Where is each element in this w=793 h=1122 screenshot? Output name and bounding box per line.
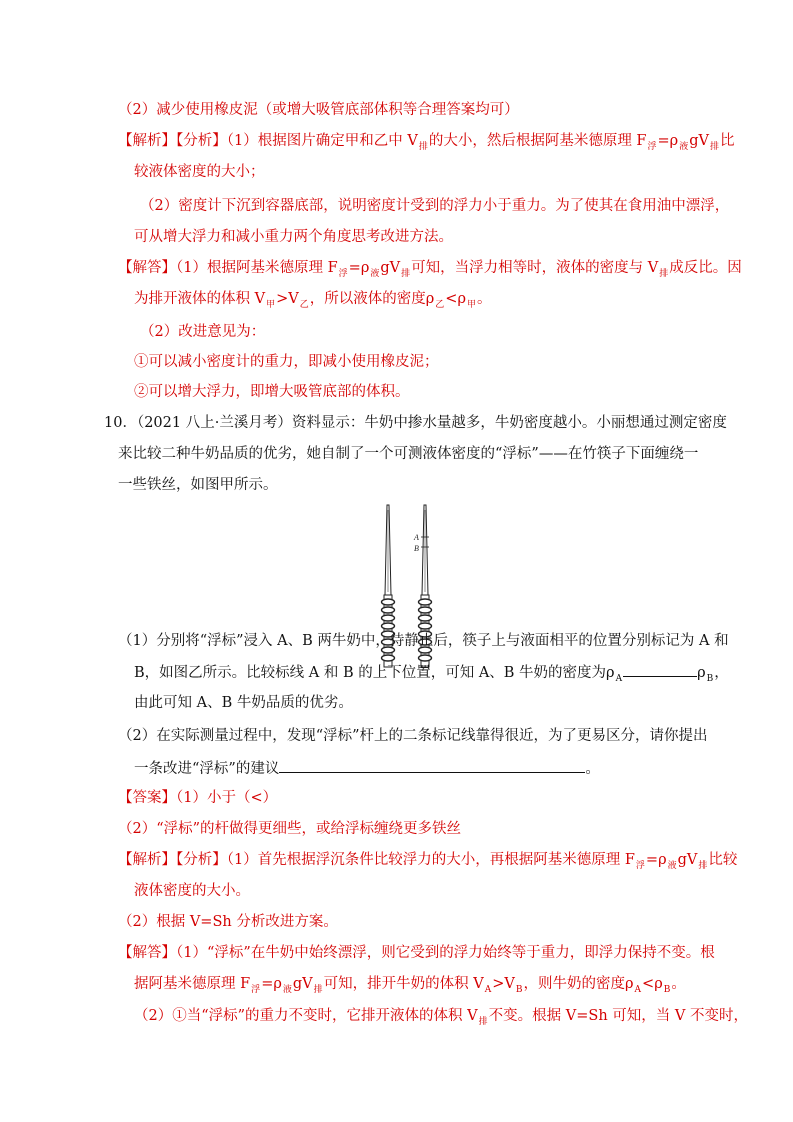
prev-analysis-line-3	[140, 196, 729, 216]
text: 较液体密度的大小；	[134, 164, 265, 180]
subscript: 液	[667, 861, 677, 871]
subscript: 甲	[466, 300, 476, 310]
answer-line-1	[118, 788, 277, 808]
prev-solve-line-2	[134, 289, 492, 311]
prev-option-2	[134, 382, 410, 402]
analysis-line-1	[118, 850, 737, 872]
text: =ρ	[348, 260, 370, 276]
solve-tag: 【解答】	[118, 945, 176, 961]
subscript: 浮	[251, 985, 261, 995]
prev-option-1	[134, 352, 439, 372]
text: >V	[276, 291, 299, 307]
q10-part2-line-2	[134, 758, 600, 779]
solve-line-2	[134, 974, 686, 996]
analysis-line-2	[134, 881, 250, 901]
analysis-line-3	[118, 912, 338, 932]
subscript: B	[706, 674, 714, 684]
text: （2）减少使用橡皮泥（或增大吸管底部体积等合理答案均可）	[118, 102, 519, 118]
text: （2）根据 V=Sh 分析改进方案。	[118, 914, 338, 930]
text: 。	[477, 291, 492, 307]
text: ，则牛奶的密度ρ	[523, 976, 634, 992]
text: 比	[720, 133, 735, 149]
text: B，如图乙所示。比较标线 A 和 B 的上下位置，可知 A、B 牛奶的密度为ρ	[134, 665, 615, 681]
subscript: 乙	[299, 300, 309, 310]
subscript: 排	[478, 1017, 488, 1027]
text: 由此可知 A、B 牛奶品质的优劣。	[134, 695, 353, 711]
prev-analysis-line-2	[134, 162, 265, 182]
q10-part2-line-1	[118, 726, 708, 746]
subscript: A	[484, 985, 492, 995]
prev-solve-line-1	[118, 258, 742, 280]
text: 液体密度的大小。	[134, 883, 250, 899]
prev-answer-line	[118, 100, 519, 120]
solve-tag: 【解答】	[118, 260, 176, 276]
q10-line-3	[118, 475, 278, 495]
subscript: 浮	[635, 861, 645, 871]
text: 的大小，然后根据阿基米德原理 F	[428, 133, 647, 149]
text: >V	[492, 976, 515, 992]
subscript: 浮	[647, 142, 657, 152]
q10-line-2	[118, 444, 698, 464]
subscript: 排	[313, 985, 323, 995]
text: （1）小于（<）	[176, 790, 278, 806]
q10-part1-line-2	[134, 662, 729, 685]
subscript: A	[634, 985, 642, 995]
text: 可知，排开牛奶的体积 V	[323, 976, 484, 992]
analysis-tag: 【解析】【分析】	[118, 133, 227, 149]
question-source: （2021 八上·兰溪月考）	[136, 415, 292, 431]
text: ①可以减小密度计的重力，即减小使用橡皮泥；	[134, 354, 439, 370]
subscript: 排	[659, 269, 669, 279]
text: ②可以增大浮力，即增大吸管底部的体积。	[134, 384, 410, 400]
text: （2）密度计下沉到容器底部，说明密度计受到的浮力小于重力。为了使其在食用油中漂浮，	[140, 198, 730, 214]
answer-tag: 【答案】	[118, 790, 176, 806]
text: 据阿基米德原理 F	[134, 976, 251, 992]
q10-part1-line-3	[134, 693, 353, 713]
text: gV	[380, 260, 401, 276]
prev-improve-line	[140, 322, 265, 342]
text: （1）分别将“浮标”浸入 A、B 两牛奶中，待静止后，筷子上与液面相平的位置分别标记为 A 和	[118, 633, 729, 649]
answer-line-2	[118, 819, 461, 839]
subscript: 排	[709, 142, 719, 152]
text: gV	[689, 133, 709, 149]
text: <ρ	[642, 976, 663, 992]
text: 成反比。因	[669, 260, 742, 276]
text: 。	[671, 976, 686, 992]
subscript: 乙	[435, 300, 445, 310]
q10-line-1	[104, 413, 727, 433]
text: （2）改进意见为：	[140, 324, 266, 340]
text: 资料显示：牛奶中掺水量越多，牛奶密度越小。小丽想通过测定密度	[291, 415, 727, 431]
text: 一条改进“浮标”的建议	[134, 761, 280, 777]
subscript: B	[663, 985, 671, 995]
analysis-tag: 【解析】【分析】	[118, 852, 227, 868]
text: （1）根据阿基米德原理 F	[176, 260, 338, 276]
text: 一些铁丝，如图甲所示。	[118, 477, 278, 493]
answer-blank-1[interactable]	[623, 662, 697, 677]
solve-line-3	[134, 1006, 748, 1028]
text: （1）首先根据浮沉条件比较浮力的大小，再根据阿基米德原理 F	[226, 852, 635, 868]
text: 可从增大浮力和减小重力两个角度思考改进方法。	[134, 229, 453, 245]
subscript: 排	[418, 142, 428, 152]
prev-analysis-line-1	[118, 131, 735, 153]
text: ，所以液体的密度ρ	[309, 291, 435, 307]
subscript: A	[615, 674, 623, 684]
prev-analysis-line-4	[134, 227, 453, 247]
figure-label-b: B	[414, 544, 419, 553]
subscript: 排	[698, 861, 708, 871]
text: 比较	[708, 852, 738, 868]
text: （2）在实际测量过程中，发现“浮标”杆上的二条标记线靠得很近，为了更易区分，请你提出	[118, 728, 708, 744]
text: 。	[585, 761, 600, 777]
text: gV	[292, 976, 313, 992]
text: （2）“浮标”的杆做得更细些，或给浮标缠绕更多铁丝	[118, 821, 462, 837]
subscript: B	[515, 985, 523, 995]
text: =ρ	[657, 133, 679, 149]
answer-blank-2[interactable]	[279, 758, 585, 773]
text: （1）“浮标”在牛奶中始终漂浮，则它受到的浮力始终等于重力，即浮力保持不变。根	[176, 945, 715, 961]
figure-label-a: A	[414, 533, 419, 542]
text: （1）根据图片确定甲和乙中 V	[226, 133, 418, 149]
q10-part1-line-1	[118, 631, 729, 651]
subscript: 排	[401, 269, 411, 279]
subscript: 甲	[266, 300, 276, 310]
text: =ρ	[261, 976, 282, 992]
text: gV	[677, 852, 698, 868]
question-number: 10．	[104, 415, 137, 431]
subscript: 液	[370, 269, 380, 279]
text: ，	[714, 665, 729, 681]
text: =ρ	[645, 852, 667, 868]
text: <ρ	[445, 291, 466, 307]
subscript: 液	[282, 985, 292, 995]
text: （2）①当“浮标”的重力不变时，它排开液体的体积 V	[134, 1008, 478, 1024]
subscript: 液	[679, 142, 689, 152]
solve-line-1	[118, 943, 715, 963]
subscript: 浮	[338, 269, 348, 279]
text: 为排开液体的体积 V	[134, 291, 266, 307]
text: ρ	[697, 665, 706, 681]
text: 来比较二种牛奶品质的优劣，她自制了一个可测液体密度的“浮标”——在竹筷子下面缠绕一	[118, 446, 699, 462]
text: 不变。根据 V=Sh 可知，当 V 不变时，	[488, 1008, 748, 1024]
text: 可知，当浮力相等时，液体的密度与 V	[411, 260, 659, 276]
